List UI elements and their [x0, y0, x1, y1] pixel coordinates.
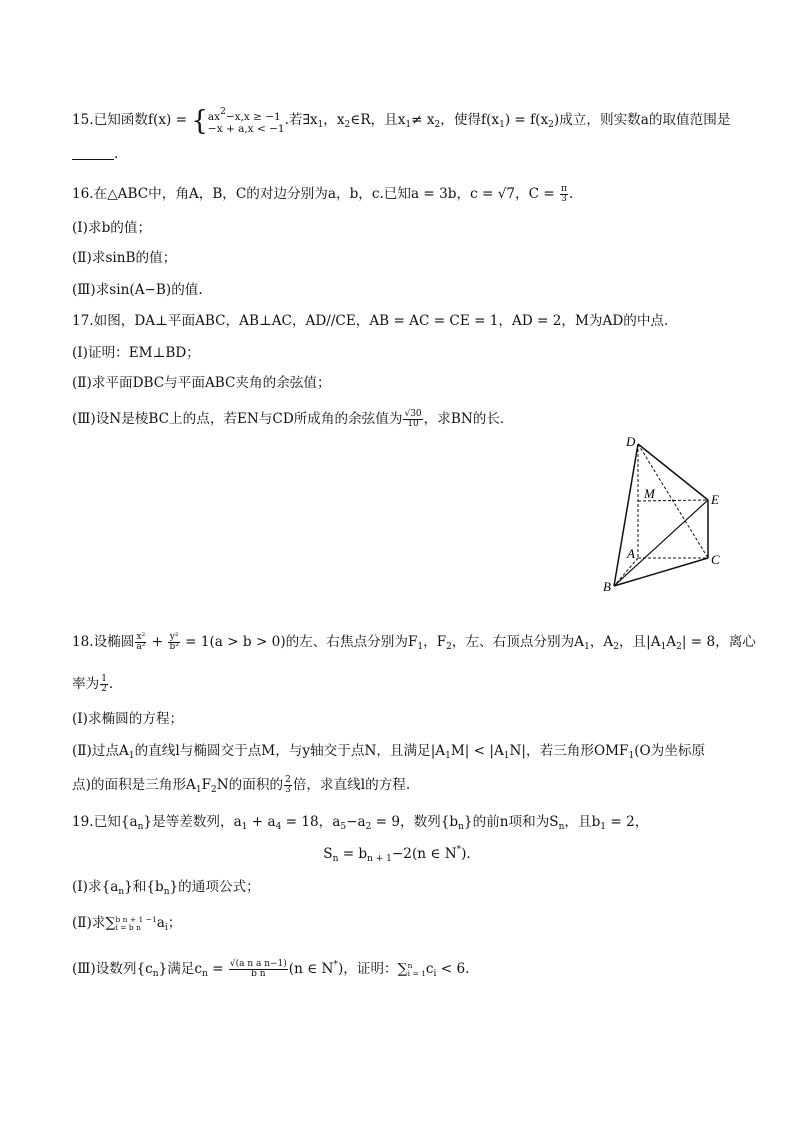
- q18-stem-line2: 率为 $\frac{1}{2}$ .: [72, 674, 114, 694]
- q18-part2-line2: 点)的面积是三角形$A_1F_2N$的面积的 $\frac{2}{3}$ 倍，求直线l的方程.: [72, 775, 411, 795]
- label-E: E: [711, 492, 719, 507]
- q15-cases: $ax^2-x,x \ge -1$ −x + a,x < −1: [207, 107, 285, 135]
- sum-symbol: ∑: [397, 961, 408, 977]
- q19-sum-limits: b n + 1 −1 i = b n: [115, 914, 157, 932]
- q15-brace: {: [191, 104, 208, 137]
- geometry-figure: [596, 430, 736, 592]
- q18-part2: (Ⅱ)过点$A_1$的直线l与椭圆交于点M，与y轴交于点N，且满足$|A_1M| < |A_1N|$，若三角形$OMF_1(O$为坐标原: [72, 743, 706, 761]
- q19-part1: (Ⅰ)求$\{a_n\}$和$\{b_n\}$的通项公式；: [72, 879, 260, 897]
- q18-stem: 18.设椭圆 $\frac{\text{x²}}{\text{a²}}$ + $\frac{\text{y²}}{\text{b²}}$ = 1(a > b > 0)的左、右焦点分别为$F_1$，$F_2$，左、右顶点分别为$A_1$，$A_2$，且$|A_1A_2| = 8$，离心: [72, 632, 756, 652]
- q16-part1: (Ⅰ)求b的值；: [72, 220, 152, 236]
- label-C: C: [711, 552, 720, 567]
- q19-part2: (Ⅱ)求∑ b n + 1 −1 i = b n $a_i$；: [72, 914, 182, 933]
- q19-equation: $S_n = b_{n + 1}-2(n$ ∈ N*).: [323, 845, 471, 864]
- q17-part1: (Ⅰ)证明：EM⊥BD；: [72, 345, 200, 361]
- label-D: D: [626, 434, 636, 449]
- sum-symbol: ∑: [105, 915, 116, 931]
- q17-stem: 17.如图，DA⊥平面ABC，AB⊥AC，AD//CE，AB = AC = CE = 1，AD = 2，M为AD的中点.: [72, 313, 669, 329]
- q16-part2: (Ⅱ)求sinB的值；: [72, 250, 177, 266]
- q18-part1: (Ⅰ)求椭圆的方程；: [72, 711, 184, 727]
- q15-text: 15.已知函数f(x) =: [72, 112, 192, 128]
- q16-stem: 16.在△ABC中，角A，B，C的对边分别为a，b，c.已知a = 3b，c = √7，C = $\frac{\pi}{3}$ .: [72, 184, 574, 204]
- q19-stem: 19.已知$\{a_n\}$是等差数列，$a_1 + a_4 = 18$，$a_5-a_2 = 9$，数列$\{b_n\}$的前n项和为$S_n$，且$b_1 = 2$，: [72, 814, 649, 832]
- q15-line2: .: [72, 144, 118, 164]
- q16-part3: (Ⅲ)求sin(A−B)的值.: [72, 282, 203, 298]
- q17-fraction: $\frac{√30}{10}$: [404, 409, 422, 429]
- q16-fraction: $\frac{\pi}{3}$: [561, 184, 567, 204]
- q19-sum2-limits: n i = 1: [407, 960, 426, 978]
- q17-part3: (Ⅲ)设N是棱BC上的点，若EN与CD所成角的余弦值为 $\frac{√30}{10}$ ，求BN的长.: [72, 409, 505, 429]
- answer-blank: [72, 159, 114, 160]
- q17-part2: (Ⅱ)求平面DBC与平面ABC夹角的余弦值；: [72, 375, 331, 391]
- label-A: A: [627, 546, 635, 561]
- q15-line1: 15.已知函数f(x) = { $ax^2-x,x \ge -1$ −x + a,x < −1 .若$\exists x_1$，$x_2\in R$，且$x_1\ne x_2$，使得$f(x_1) = f(x_2)$成立，则实数a的取值范围是: [72, 104, 731, 137]
- edge-DB: [614, 444, 638, 586]
- label-B: B: [603, 579, 611, 592]
- edge-BC: [614, 558, 708, 586]
- q19-part3: (Ⅲ)设数列$\{c_n\}$满足$c_n$ = $\frac{\text{√(a n a n−1)}}{\text{b n}}$ (n ∈ N*)，证明：∑ n i = 1 $c_i < 6$.: [72, 959, 470, 979]
- edge-BE: [614, 500, 708, 586]
- label-M: M: [644, 486, 655, 501]
